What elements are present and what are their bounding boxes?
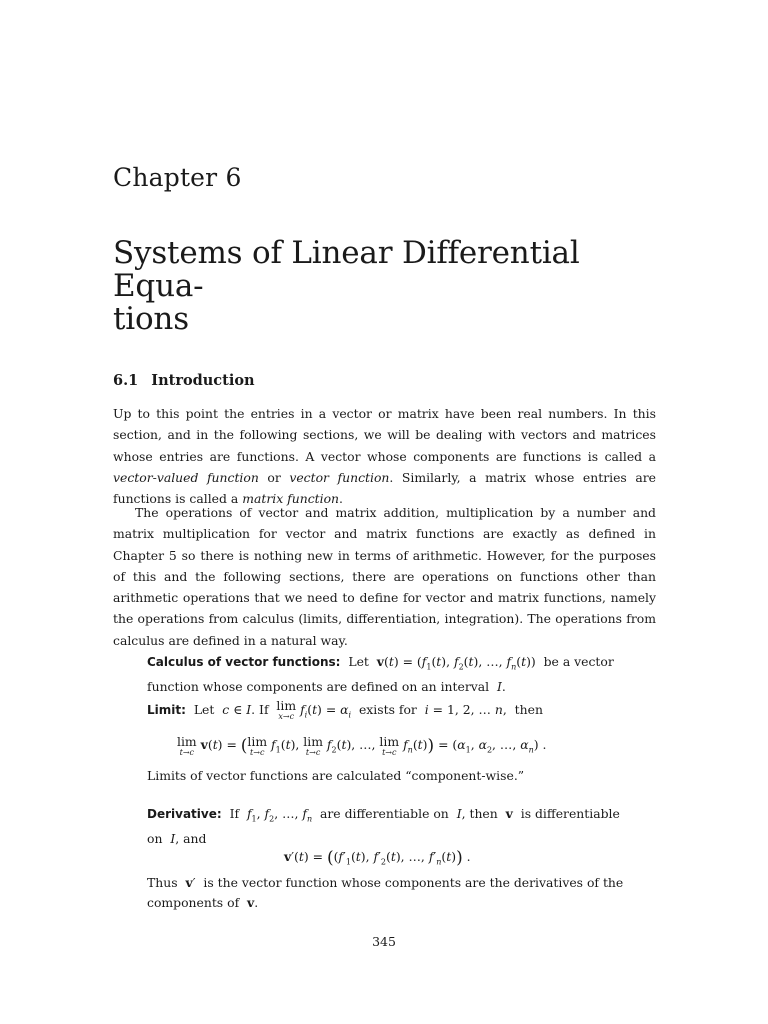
p1-text-b: or bbox=[258, 469, 290, 485]
limit-definition: Limit: Let c ∈ I. If lim x→c $f_i(t) = \alpha_i$ exists for i = 1, 2, … n, then bbox=[147, 698, 543, 721]
thus-c: . bbox=[254, 895, 259, 910]
limit-operator bbox=[276, 700, 296, 721]
p1-text-a: Up to this point the entries in a vector or matrix have been real numbers. In this section, and in the following sections, we will be dealing with vectors and matrices whose entries are functions. A vector whose components are functions is called a bbox=[113, 406, 656, 464]
chapter-heading: Chapter 6 bbox=[113, 163, 242, 192]
calculus-period: . bbox=[501, 679, 506, 695]
p1-text-c: . Similarly, a matrix whose entries are functions is called a bbox=[113, 469, 656, 507]
derivative-equation: $v'(t) = ((f'_1(t)$, $f'_2(t)$, …, $f'_n(t)$) . bbox=[284, 848, 471, 868]
limit-note: Limits of vector functions are calculated “component-wise.” bbox=[147, 768, 525, 783]
derivative-definition: Derivative: If $f_1$, $f_2$, …, $f_n$ are differentiable on I, then v is differentiable on I, and bbox=[147, 806, 620, 847]
limit-let: Let bbox=[193, 702, 215, 717]
calculus-label: Calculus of vector functions: bbox=[147, 655, 341, 669]
derivative-is: is differentiable on bbox=[147, 806, 620, 847]
thus-b: is the vector function whose components are the derivatives of the components of bbox=[147, 875, 624, 910]
limit-if: . If bbox=[251, 702, 269, 717]
chapter-title bbox=[113, 237, 673, 336]
section-title: Introduction bbox=[151, 372, 255, 389]
interval-symbol: I bbox=[497, 679, 502, 695]
derivative-if: If bbox=[229, 806, 240, 821]
calculus-definition bbox=[147, 652, 627, 697]
derivative-diff: are differentiable on bbox=[320, 806, 449, 821]
page-number: 345 bbox=[372, 934, 396, 949]
derivative-note: Thus v′ is the vector function whose components are the derivatives of the components of v. bbox=[147, 875, 624, 910]
calculus-be: be a vector function whose components are defined on an interval bbox=[147, 654, 614, 695]
derivative-label: Derivative: bbox=[147, 807, 222, 821]
limit-label: Limit: bbox=[147, 703, 186, 717]
term-matrix-function: matrix function bbox=[242, 491, 340, 507]
term-vector-function: vector function bbox=[289, 469, 390, 485]
limit-equation: lim t→c v(t) = (lim t→c $f_1(t)$, lim t→c $f_2(t)$, …, lim t→c $f_n(t)) = (\alpha_1$, $\alpha_2$, …, $\alpha_n$) . bbox=[177, 734, 547, 757]
intro-paragraph-2: The operations of vector and matrix addition, multiplication by a number and matrix multiplication for vector and matrix functions are exactly as defined in Chapter 5 so there is nothing new in terms of arithmetic. However, for the purposes of this and the following sections, there are operations on functions other than arithmetic operations that we need to define for vector and matrix functions, namely the operations from calculus (limits, differentiation, integration). The operations from calculus are defined in a natural way. bbox=[113, 505, 656, 648]
derivative-and: , and bbox=[175, 831, 207, 847]
lim-word: lim bbox=[276, 698, 297, 713]
derivative-then: , then bbox=[461, 806, 498, 821]
title-line-2: tions bbox=[113, 301, 189, 337]
limit-exists: exists for bbox=[358, 702, 417, 717]
limit-then: then bbox=[514, 702, 543, 717]
thus-a: Thus bbox=[147, 875, 178, 890]
intro-paragraph-1 bbox=[113, 403, 656, 509]
p1-text-d: . bbox=[339, 491, 343, 507]
section-number: 6.1 bbox=[113, 372, 139, 389]
lim-subscript: x→c bbox=[278, 712, 295, 721]
term-vector-valued-function: vector-valued function bbox=[113, 469, 259, 485]
section-heading bbox=[113, 372, 255, 389]
calculus-let: Let bbox=[348, 654, 369, 669]
title-line-1: Systems of Linear Differential Equa- bbox=[113, 235, 580, 304]
vector-function-formula: $v(t) = (f_1(t)$, $f_2(t)$, …, $f_n(t)$) bbox=[376, 654, 536, 672]
